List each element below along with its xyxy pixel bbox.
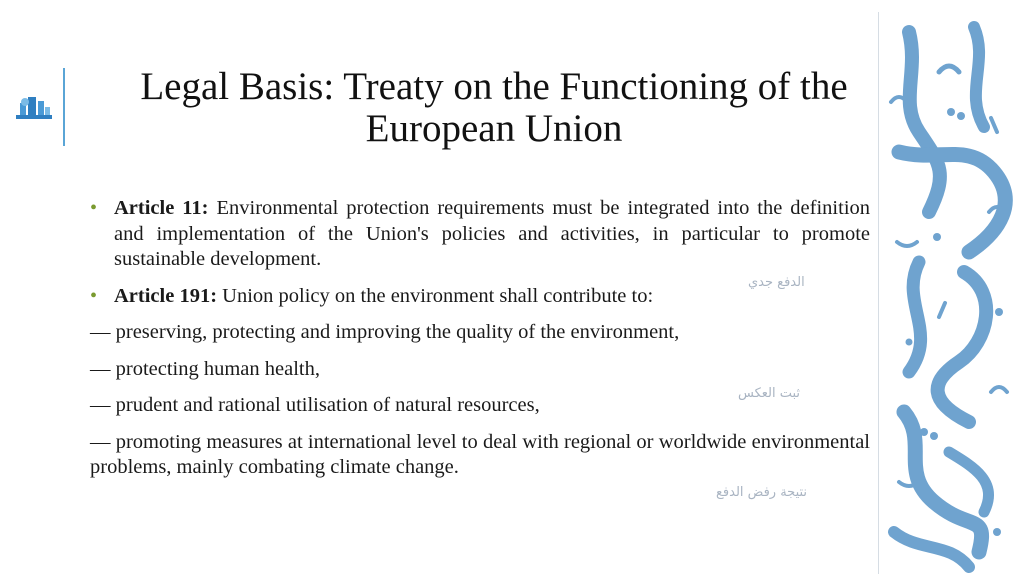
watermark-text: نتيجة رفض الدفع <box>716 485 808 500</box>
watermark-text: الدفع جدي <box>748 275 805 290</box>
list-item: — preserving, protecting and improving the quality of the environment, <box>90 321 680 343</box>
article-text: Environmental protection requirements must be integrated into the definition and implementation of the Union's policies and activities, in particular to promote sustainable development. <box>114 197 871 270</box>
list-item: — prudent and rational utilisation of natural resources, <box>90 394 540 416</box>
bullet-dot-icon: • <box>90 197 98 219</box>
list-item: — promoting measures at international level to deal with regional or worldwide environmental problems, mainly combating climate change. <box>90 430 870 478</box>
slide-content <box>90 196 870 492</box>
list-item: — protecting human health, <box>90 357 320 380</box>
bullet-article-11 <box>90 196 870 273</box>
arabic-calligraphy-icon <box>879 12 1019 574</box>
bullet-dot-icon: • <box>90 284 98 307</box>
watermark-text: ثبت العكس <box>738 386 801 401</box>
slide-title: Legal Basis: Treaty on the Functioning of the European Union <box>140 65 848 150</box>
calligraphy-panel <box>878 12 1019 574</box>
logo-divider <box>63 68 65 146</box>
article-label: Article 11: <box>114 197 209 219</box>
article-label: Article 191: <box>114 284 218 307</box>
article-text: Union policy on the environment shall contribute to: <box>217 284 654 307</box>
university-logo-icon <box>14 93 54 123</box>
